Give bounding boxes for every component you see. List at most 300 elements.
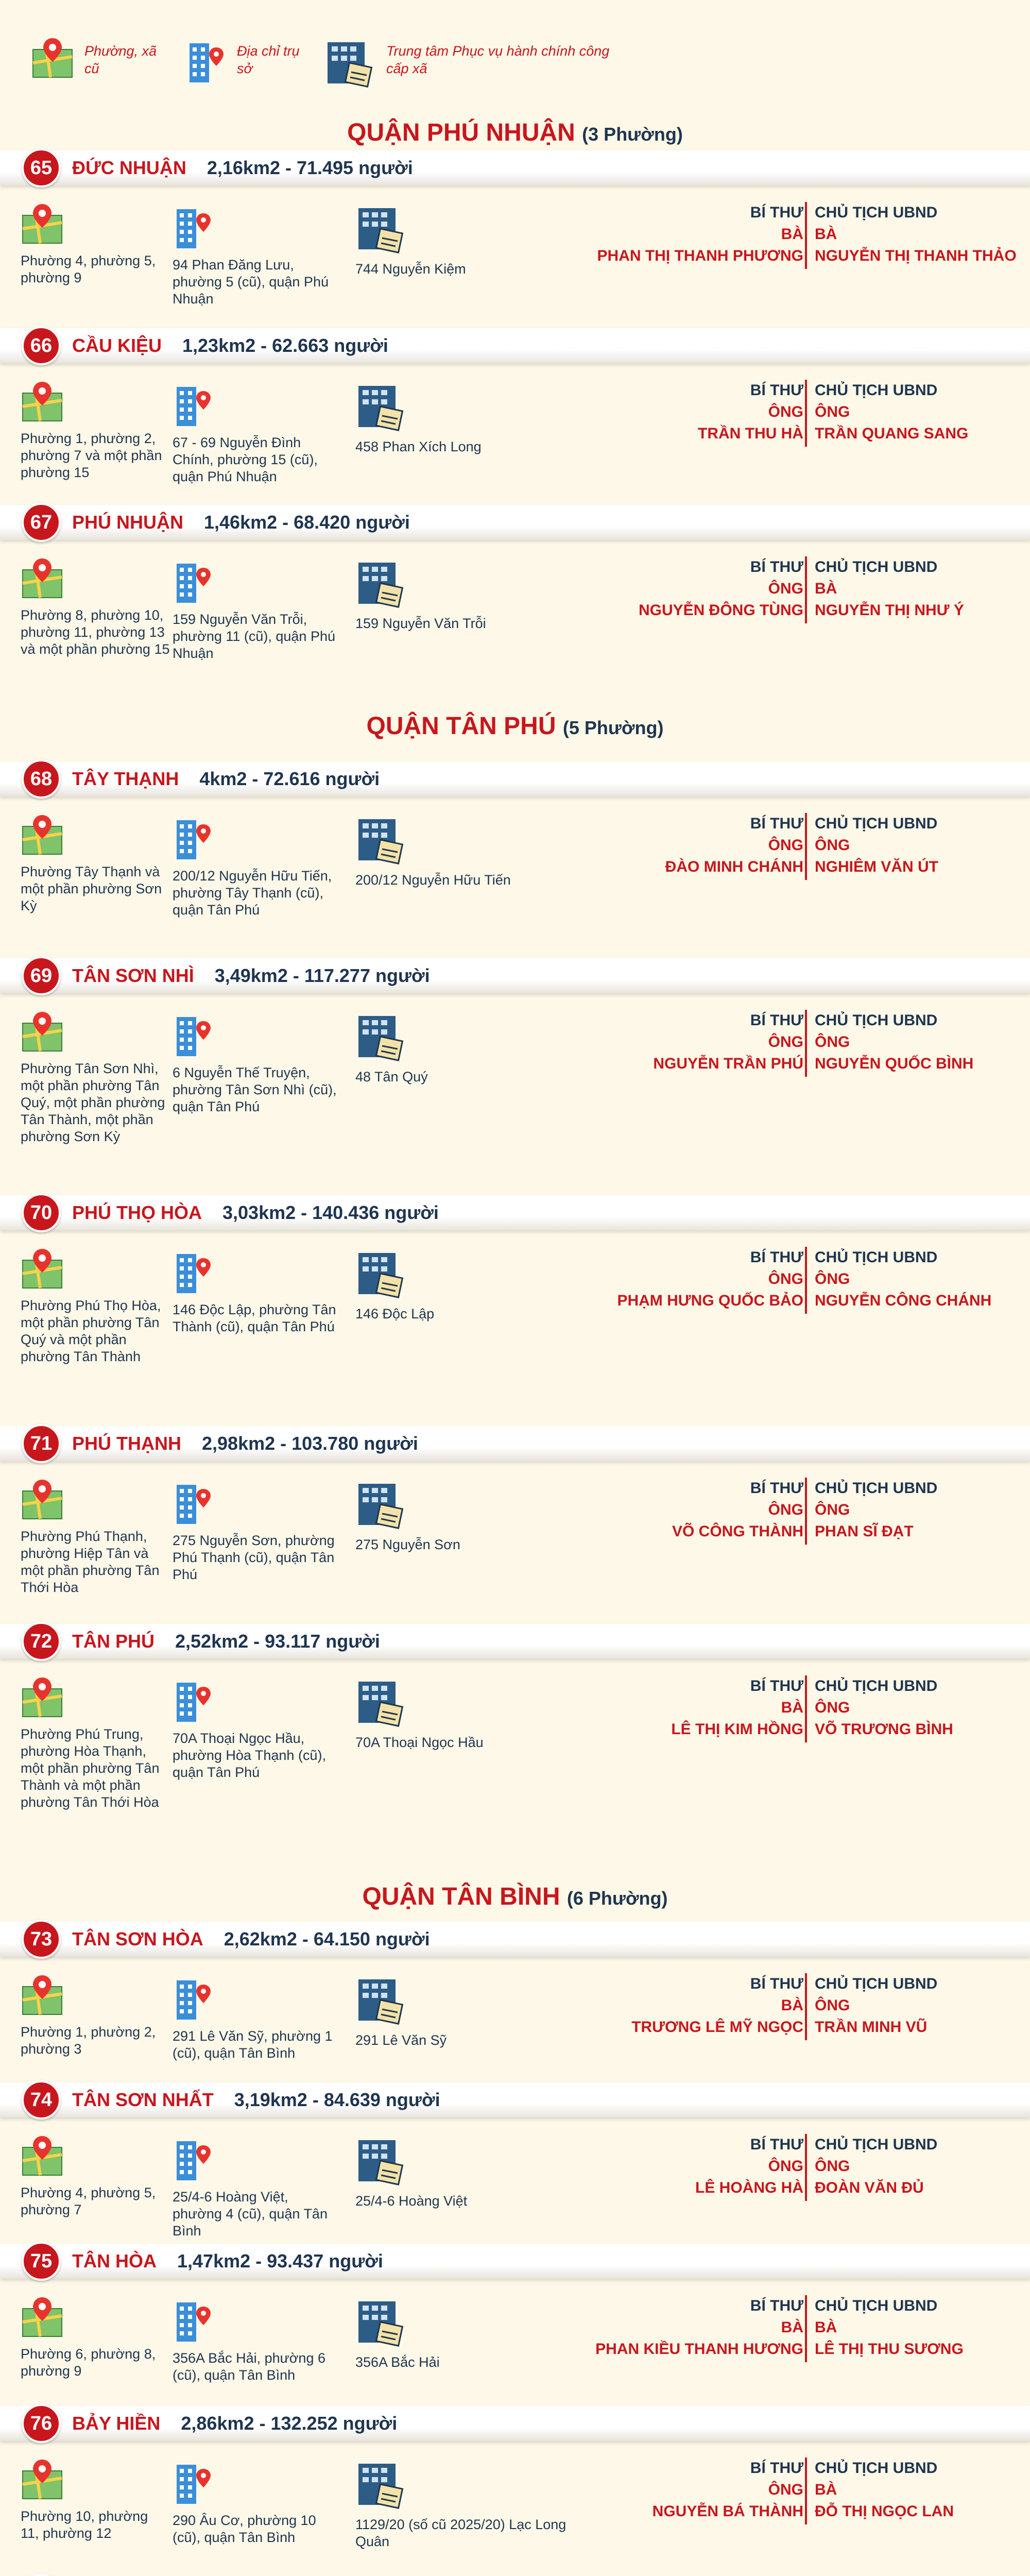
service-center-text: 70A Thoại Ngọc Hầu <box>355 1735 484 1750</box>
map-pin-icon <box>21 1247 64 1290</box>
service-center-icon <box>355 2134 407 2185</box>
ward-title <box>72 511 410 534</box>
secretary-label: BÍ THƯ <box>750 1480 803 1497</box>
address-column <box>173 1478 337 1583</box>
district-name: QUẬN PHÚ NHUẬN <box>347 119 575 146</box>
chairman-honorific: ÔNG <box>815 2158 850 2175</box>
ward-stats: 3,49km2 - 117.277 người <box>214 965 430 986</box>
service-center-text: 48 Tân Quý <box>355 1069 428 1084</box>
secretary-block <box>653 1010 803 1075</box>
ward-title <box>72 1432 418 1455</box>
secretary-label: BÍ THƯ <box>750 558 803 575</box>
old-wards-text: Phường 6, phường 8, phường 9 <box>21 2346 156 2379</box>
ward-number-badge <box>22 2574 61 2576</box>
secretary-name: VÕ CÔNG THÀNH <box>672 1523 803 1540</box>
leaders-block <box>633 556 1015 680</box>
chairman-name: NGUYỄN THỊ THANH THẢO <box>815 247 1017 264</box>
old-wards-text: Phường 1, phường 2, phường 7 và một phần phường 15 <box>21 431 162 480</box>
leaders-divider <box>805 813 807 880</box>
chairman-label: CHỦ TỊCH UBND <box>815 1480 938 1497</box>
address-column <box>173 1973 337 2062</box>
ward-name: TÂN SƠN NHÌ <box>72 965 194 986</box>
leaders-block <box>633 813 1015 937</box>
old-wards-column <box>21 380 170 481</box>
secretary-name: ĐÀO MINH CHÁNH <box>665 858 803 875</box>
service-center-text: 356A Bắc Hải <box>355 2354 440 2370</box>
ward-name: CẦU KIỆU <box>72 335 162 356</box>
ward-number-badge: 75 <box>22 2242 61 2281</box>
legend-ward-old-label: Phường, xã cũ <box>84 43 157 76</box>
secretary-honorific: BÀ <box>781 1997 803 2014</box>
ward-stats: 2,52km2 - 93.117 người <box>175 1631 380 1652</box>
address-text: 275 Nguyễn Sơn, phường Phú Thạnh (cũ), quận Tân Phú <box>173 1533 335 1582</box>
ward-number-badge: 71 <box>22 1424 61 1463</box>
map-pin-icon <box>21 1675 64 1719</box>
chairman-honorific: ÔNG <box>815 1270 850 1287</box>
chairman-label: CHỦ TỊCH UBND <box>815 2460 938 2477</box>
old-wards-column <box>21 2134 170 2218</box>
old-wards-text: Phường Phú Thạnh, phường Hiệp Tân và một phần phường Tân Thới Hòa <box>21 1529 160 1595</box>
building-pin-icon <box>173 202 214 249</box>
service-center-column <box>355 556 572 632</box>
district-count: (3 Phường) <box>582 124 683 145</box>
ward-number-badge: 74 <box>22 2080 61 2120</box>
building-pin-icon <box>173 2134 214 2181</box>
address-text: 25/4-6 Hoàng Việt, phường 4 (cũ), quận Tân Bình <box>173 2189 328 2239</box>
address-text: 290 Âu Cơ, phường 10 (cũ), quận Tân Bình <box>173 2513 316 2545</box>
chairman-label: CHỦ TỊCH UBND <box>815 2136 938 2153</box>
leaders-divider <box>805 2458 807 2524</box>
leaders-block <box>633 380 1015 503</box>
chairman-name: NGHIÊM VĂN ÚT <box>815 858 938 875</box>
secretary-name: LÊ HOÀNG HÀ <box>695 2179 803 2196</box>
leaders-block <box>617 1247 1015 1370</box>
old-wards-column <box>21 556 170 658</box>
service-center-column <box>355 2458 572 2550</box>
secretary-name: LÊ THỊ KIM HỒNG <box>671 1721 803 1738</box>
ward-header-bar <box>0 2082 1030 2117</box>
legend-ward-old <box>31 36 167 79</box>
building-pin-icon <box>185 36 227 83</box>
building-pin-icon <box>173 813 214 860</box>
secretary-block <box>617 1247 803 1312</box>
ward-stats: 1,46km2 - 68.420 người <box>204 512 410 533</box>
ward-name: PHÚ THẠNH <box>72 1433 181 1454</box>
service-center-icon <box>355 2458 407 2509</box>
ward-stats: 2,62km2 - 64.150 người <box>224 1928 430 1950</box>
old-wards-column <box>21 1675 170 1811</box>
district-heading <box>0 117 1030 150</box>
secretary-block <box>597 202 803 267</box>
chairman-block <box>815 1675 953 1740</box>
legend <box>31 36 1009 103</box>
map-pin-icon <box>21 556 64 600</box>
secretary-block <box>653 2458 803 2522</box>
ward-header-bar <box>0 761 1030 796</box>
leaders-block <box>633 1478 1015 1601</box>
secretary-block <box>672 1478 803 1543</box>
secretary-label: BÍ THƯ <box>750 1975 803 1992</box>
ward-name: TÂN PHÚ <box>72 1631 154 1652</box>
ward-stats: 2,98km2 - 103.780 người <box>202 1433 418 1454</box>
ward-stats: 4km2 - 72.616 người <box>199 768 380 789</box>
old-wards-text: Phường 8, phường 10, phường 11, phường 13 và một phần phường 15 <box>21 607 170 657</box>
ward-stats: 2,86km2 - 132.252 người <box>181 2413 398 2434</box>
leaders-block <box>633 1010 1015 1133</box>
leaders-divider <box>805 380 807 447</box>
old-wards-text: Phường 4, phường 5, phường 9 <box>21 253 156 285</box>
service-center-column <box>355 1478 572 1553</box>
chairman-label: CHỦ TỊCH UBND <box>815 204 938 221</box>
secretary-name: NGUYỄN BÁ THÀNH <box>652 2503 803 2520</box>
building-pin-icon <box>173 2458 214 2505</box>
secretary-honorific: ÔNG <box>768 2481 803 2498</box>
address-text: 356A Bắc Hải, phường 6 (cũ), quận Tân Bình <box>173 2350 325 2383</box>
secretary-block <box>671 1675 803 1740</box>
service-center-column <box>355 1247 572 1323</box>
secretary-label: BÍ THƯ <box>750 382 803 399</box>
secretary-name: PHAN THỊ THANH PHƯƠNG <box>597 247 803 264</box>
old-wards-column <box>21 2458 170 2542</box>
chairman-honorific: ÔNG <box>815 1033 850 1050</box>
service-center-icon <box>355 1675 407 1727</box>
secretary-honorific: ÔNG <box>768 403 803 420</box>
chairman-name: VÕ TRƯƠNG BÌNH <box>815 1721 953 1738</box>
ward-title <box>72 2250 383 2273</box>
district-heading <box>0 1882 1030 1914</box>
old-wards-text: Phường 10, phường 11, phường 12 <box>21 2509 148 2541</box>
secretary-block <box>695 2134 803 2199</box>
chairman-honorific: ÔNG <box>815 403 850 420</box>
chairman-label: CHỦ TỊCH UBND <box>815 1012 938 1029</box>
leaders-block <box>597 202 1017 326</box>
map-pin-icon <box>21 2458 64 2501</box>
address-text: 200/12 Nguyễn Hữu Tiến, phường Tây Thạnh (cũ), quận Tân Phú <box>173 868 332 918</box>
chairman-block <box>815 556 964 621</box>
service-center-icon <box>355 813 407 865</box>
address-column <box>173 1247 337 1335</box>
service-center-icon <box>355 380 407 431</box>
ward-name: PHÚ NHUẬN <box>72 512 183 533</box>
chairman-block <box>815 202 1017 267</box>
chairman-block <box>815 380 968 445</box>
ward-name: BẢY HIỀN <box>72 2413 161 2434</box>
secretary-block <box>631 1973 803 2038</box>
ward-name: TÂN SƠN HÒA <box>72 1928 203 1950</box>
ward-header-bar <box>0 2244 1030 2279</box>
ward-header-bar <box>0 1624 1030 1659</box>
chairman-honorific: ÔNG <box>815 1699 850 1716</box>
leaders-divider <box>805 1010 807 1077</box>
secretary-label: BÍ THƯ <box>750 204 803 221</box>
ward-stats: 2,16km2 - 71.495 người <box>207 157 413 178</box>
building-pin-icon <box>173 1478 214 1525</box>
address-column <box>173 2295 337 2384</box>
chairman-name: NGUYỄN THỊ NHƯ Ý <box>815 602 964 619</box>
legend-address-label: Địa chỉ trụ sở <box>237 43 300 76</box>
legend-address <box>185 36 304 83</box>
leaders-divider <box>805 1478 807 1545</box>
secretary-honorific: ÔNG <box>768 1033 803 1050</box>
ward-header-bar <box>0 2406 1030 2441</box>
map-pin-icon <box>21 2134 64 2177</box>
ward-stats: 1,23km2 - 62.663 người <box>182 335 388 356</box>
secretary-name: PHẠM HƯNG QUỐC BẢO <box>617 1292 803 1309</box>
ward-header-bar <box>0 1195 1030 1230</box>
service-center-column <box>355 2134 572 2210</box>
chairman-label: CHỦ TỊCH UBND <box>815 382 938 399</box>
chairman-block <box>815 1010 973 1075</box>
leaders-block <box>595 2295 1015 2419</box>
service-center-icon <box>355 1478 407 1529</box>
building-pin-icon <box>173 1675 214 1723</box>
ward-title <box>72 1928 430 1951</box>
secretary-honorific: ÔNG <box>768 580 803 597</box>
map-pin-icon <box>21 1010 64 1053</box>
chairman-label: CHỦ TỊCH UBND <box>815 1677 938 1694</box>
old-wards-text: Phường 1, phường 2, phường 3 <box>21 2024 156 2057</box>
old-wards-column <box>21 813 170 914</box>
ward-header-bar <box>0 1426 1030 1461</box>
ward-title <box>72 1201 439 1224</box>
leaders-divider <box>805 1675 807 1742</box>
secretary-name: TRẦN THU HÀ <box>698 425 803 442</box>
secretary-block <box>639 556 803 621</box>
leaders-divider <box>805 2134 807 2201</box>
address-text: 6 Nguyễn Thế Truyện, phường Tân Sơn Nhì (cũ), quận Tân Phú <box>173 1065 337 1114</box>
address-column <box>173 813 337 919</box>
building-pin-icon <box>173 1973 214 2021</box>
old-wards-text: Phường Tây Thạnh và một phần phường Sơn Kỳ <box>21 864 162 913</box>
building-pin-icon <box>173 380 214 427</box>
service-center-column <box>355 202 572 278</box>
leaders-divider <box>805 202 807 269</box>
ward-stats: 3,03km2 - 140.436 người <box>222 1202 439 1223</box>
chairman-block <box>815 2134 937 2199</box>
secretary-honorific: BÀ <box>781 1699 803 1716</box>
chairman-label: CHỦ TỊCH UBND <box>815 1975 938 1992</box>
address-column <box>173 1010 337 1115</box>
ward-header-bar <box>0 328 1030 363</box>
secretary-name: PHAN KIỀU THANH HƯƠNG <box>595 2341 803 2358</box>
map-pin-icon <box>21 1973 64 2016</box>
map-pin-icon <box>21 813 64 856</box>
service-center-text: 200/12 Nguyễn Hữu Tiến <box>355 872 511 888</box>
map-pin-icon <box>21 1478 64 1521</box>
service-center-icon <box>355 1010 407 1061</box>
secretary-label: BÍ THƯ <box>750 2297 803 2314</box>
chairman-name: LÊ THỊ THU SƯƠNG <box>815 2341 964 2358</box>
service-center-text: 159 Nguyễn Văn Trỗi <box>355 616 486 631</box>
chairman-name: ĐỖ THỊ NGỌC LAN <box>815 2503 954 2520</box>
old-wards-column <box>21 1973 170 2058</box>
old-wards-text: Phường Phú Trung, phường Hòa Thạnh, một phần phường Tân Thành và một phần phường Tân Thới Hòa <box>21 1726 160 1810</box>
service-center-icon <box>355 1247 407 1298</box>
leaders-divider <box>805 1247 807 1314</box>
ward-header-bar <box>0 150 1030 185</box>
service-center-text: 291 Lê Văn Sỹ <box>355 2032 447 2048</box>
chairman-honorific: BÀ <box>815 580 837 597</box>
address-column <box>173 2134 337 2240</box>
secretary-name: NGUYỄN ĐÔNG TÙNG <box>638 602 803 619</box>
service-center-text: 1129/20 (số cũ 2025/20) Lạc Long Quân <box>355 2517 566 2549</box>
ward-title <box>72 334 388 357</box>
service-center-text: 146 Độc Lập <box>355 1306 435 1321</box>
secretary-honorific: ÔNG <box>768 1270 803 1287</box>
chairman-name: ĐOÀN VĂN ĐỦ <box>815 2179 924 2196</box>
service-center-text: 744 Nguyễn Kiệm <box>355 261 466 277</box>
district-name: QUẬN TÂN PHÚ <box>366 713 556 740</box>
ward-header-bar <box>0 505 1030 540</box>
building-pin-icon <box>173 1247 214 1294</box>
address-text: 146 Độc Lập, phường Tân Thành (cũ), quận Tân Phú <box>173 1302 336 1334</box>
service-center-column <box>355 2295 572 2371</box>
leaders-divider <box>805 1973 807 2040</box>
ward-number-badge: 68 <box>22 759 61 799</box>
ward-name: TÂN HÒA <box>72 2250 157 2272</box>
leaders-divider <box>805 2295 807 2362</box>
district-count: (6 Phường) <box>566 1888 668 1909</box>
address-text: 67 - 69 Nguyễn Đình Chính, phường 15 (cũ), quận Phú Nhuận <box>173 435 318 484</box>
ward-title <box>72 2089 440 2111</box>
ward-header-bar <box>0 1922 1030 1957</box>
secretary-honorific: ÔNG <box>768 837 803 854</box>
secretary-label: BÍ THƯ <box>750 815 803 832</box>
service-center-icon <box>355 202 407 253</box>
service-center-column <box>355 1010 572 1086</box>
ward-title <box>72 768 380 790</box>
leaders-block <box>633 1973 1015 2097</box>
old-wards-column <box>21 202 170 286</box>
chairman-block <box>815 1247 991 1312</box>
district-count: (5 Phường) <box>562 717 664 738</box>
chairman-label: CHỦ TỊCH UBND <box>815 2297 938 2314</box>
address-column <box>173 1675 337 1781</box>
service-center-icon <box>355 2295 407 2347</box>
secretary-name: TRƯƠNG LÊ MỸ NGỌC <box>631 2019 803 2036</box>
leaders-divider <box>805 556 807 623</box>
address-column <box>173 2458 337 2546</box>
service-center-icon <box>355 556 407 608</box>
chairman-name: TRẦN MINH VŨ <box>815 2019 928 2036</box>
old-wards-column <box>21 1247 170 1365</box>
map-pin-icon <box>31 36 74 79</box>
chairman-label: CHỦ TỊCH UBND <box>815 558 938 575</box>
service-center-icon <box>355 1973 407 2025</box>
chairman-label: CHỦ TỊCH UBND <box>815 815 938 832</box>
secretary-honorific: ÔNG <box>768 1501 803 1518</box>
service-center-text: 275 Nguyễn Sơn <box>355 1537 460 1552</box>
ward-number-badge: 73 <box>22 1920 61 1959</box>
chairman-honorific: ÔNG <box>815 837 850 854</box>
old-wards-text: Phường 4, phường 5, phường 7 <box>21 2185 156 2217</box>
ward-name: TÂY THẠNH <box>72 768 179 789</box>
map-pin-icon <box>21 2295 64 2338</box>
address-column <box>173 380 337 485</box>
address-text: 70A Thoại Ngọc Hầu, phường Hòa Thạnh (cũ), quận Tân Phú <box>173 1731 326 1780</box>
chairman-block <box>815 1973 937 2038</box>
old-wards-text: Phường Tân Sơn Nhì, một phần phường Tân Quý, một phần phường Tân Thành, một phần phường Sơn Kỳ <box>21 1061 165 1144</box>
chairman-name: NGUYỄN QUỐC BÌNH <box>815 1055 974 1072</box>
chairman-name: PHAN SĨ ĐẠT <box>815 1523 914 1540</box>
secretary-label: BÍ THƯ <box>750 1012 803 1029</box>
ward-title <box>72 964 430 987</box>
chairman-honorific: ÔNG <box>815 1997 850 2014</box>
building-pin-icon <box>173 2295 214 2343</box>
legend-service-center-label: Trung tâm Phục vụ hành chính công cấp xã <box>386 43 610 76</box>
leaders-block <box>633 2458 1015 2576</box>
secretary-block <box>665 813 803 878</box>
old-wards-column <box>21 1010 170 1145</box>
old-wards-column <box>21 1478 170 1596</box>
building-pin-icon <box>173 556 214 604</box>
service-center-icon <box>324 36 376 88</box>
district-heading <box>0 711 1030 743</box>
leaders-block <box>633 1675 1015 1799</box>
leaders-block <box>633 2134 1015 2258</box>
address-text: 159 Nguyễn Văn Trỗi, phường 11 (cũ), quận Phú Nhuận <box>173 612 335 661</box>
legend-service-center <box>324 36 623 88</box>
ward-stats: 3,19km2 - 84.639 người <box>234 2089 440 2110</box>
ward-title <box>72 2412 397 2435</box>
chairman-honorific: ÔNG <box>815 1501 850 1518</box>
chairman-block <box>815 813 938 878</box>
address-text: 94 Phan Đăng Lưu, phường 5 (cũ), quận Phú Nhuận <box>173 257 329 307</box>
chairman-block <box>815 2295 964 2360</box>
building-pin-icon <box>173 1010 214 1057</box>
ward-name: PHÚ THỌ HÒA <box>72 1202 202 1223</box>
secretary-honorific: BÀ <box>781 2319 803 2336</box>
service-center-text: 458 Phan Xích Long <box>355 439 482 454</box>
service-center-column <box>355 813 572 889</box>
secretary-label: BÍ THƯ <box>750 1249 803 1266</box>
ward-number-badge: 72 <box>22 1622 61 1661</box>
address-text: 291 Lê Văn Sỹ, phường 1 (cũ), quận Tân Bình <box>173 2028 333 2061</box>
ward-number-badge: 66 <box>22 326 61 365</box>
service-center-column <box>355 1973 572 2049</box>
service-center-text: 25/4-6 Hoàng Việt <box>355 2193 468 2209</box>
secretary-label: BÍ THƯ <box>750 2136 803 2153</box>
map-pin-icon <box>21 202 64 245</box>
ward-title <box>72 157 413 179</box>
secretary-block <box>595 2295 803 2360</box>
chairman-honorific: BÀ <box>815 2481 837 2498</box>
ward-stats: 1,47km2 - 93.437 người <box>177 2250 383 2272</box>
ward-number-badge: 65 <box>22 148 61 188</box>
secretary-label: BÍ THƯ <box>750 1677 803 1694</box>
chairman-name: TRẦN QUANG SANG <box>815 425 969 442</box>
secretary-name: NGUYỄN TRẦN PHÚ <box>653 1055 803 1072</box>
district-name: QUẬN TÂN BÌNH <box>362 1883 560 1910</box>
secretary-honorific: ÔNG <box>768 2158 803 2175</box>
service-center-column <box>355 1675 572 1751</box>
ward-name: ĐỨC NHUẬN <box>72 157 186 178</box>
map-pin-icon <box>21 380 64 423</box>
chairman-name: NGUYỄN CÔNG CHÁNH <box>815 1292 992 1309</box>
secretary-label: BÍ THƯ <box>750 2460 803 2477</box>
ward-number-badge: 67 <box>22 503 61 542</box>
address-column <box>173 202 337 308</box>
ward-number-badge: 69 <box>22 956 61 995</box>
chairman-label: CHỦ TỊCH UBND <box>815 1249 938 1266</box>
ward-number-badge: 70 <box>22 1193 61 1232</box>
secretary-honorific: BÀ <box>781 226 803 243</box>
chairman-honorific: BÀ <box>815 2319 837 2336</box>
service-center-column <box>355 380 572 455</box>
address-column <box>173 556 337 662</box>
old-wards-column <box>21 2295 170 2380</box>
ward-name: TÂN SƠN NHẤT <box>72 2089 214 2110</box>
